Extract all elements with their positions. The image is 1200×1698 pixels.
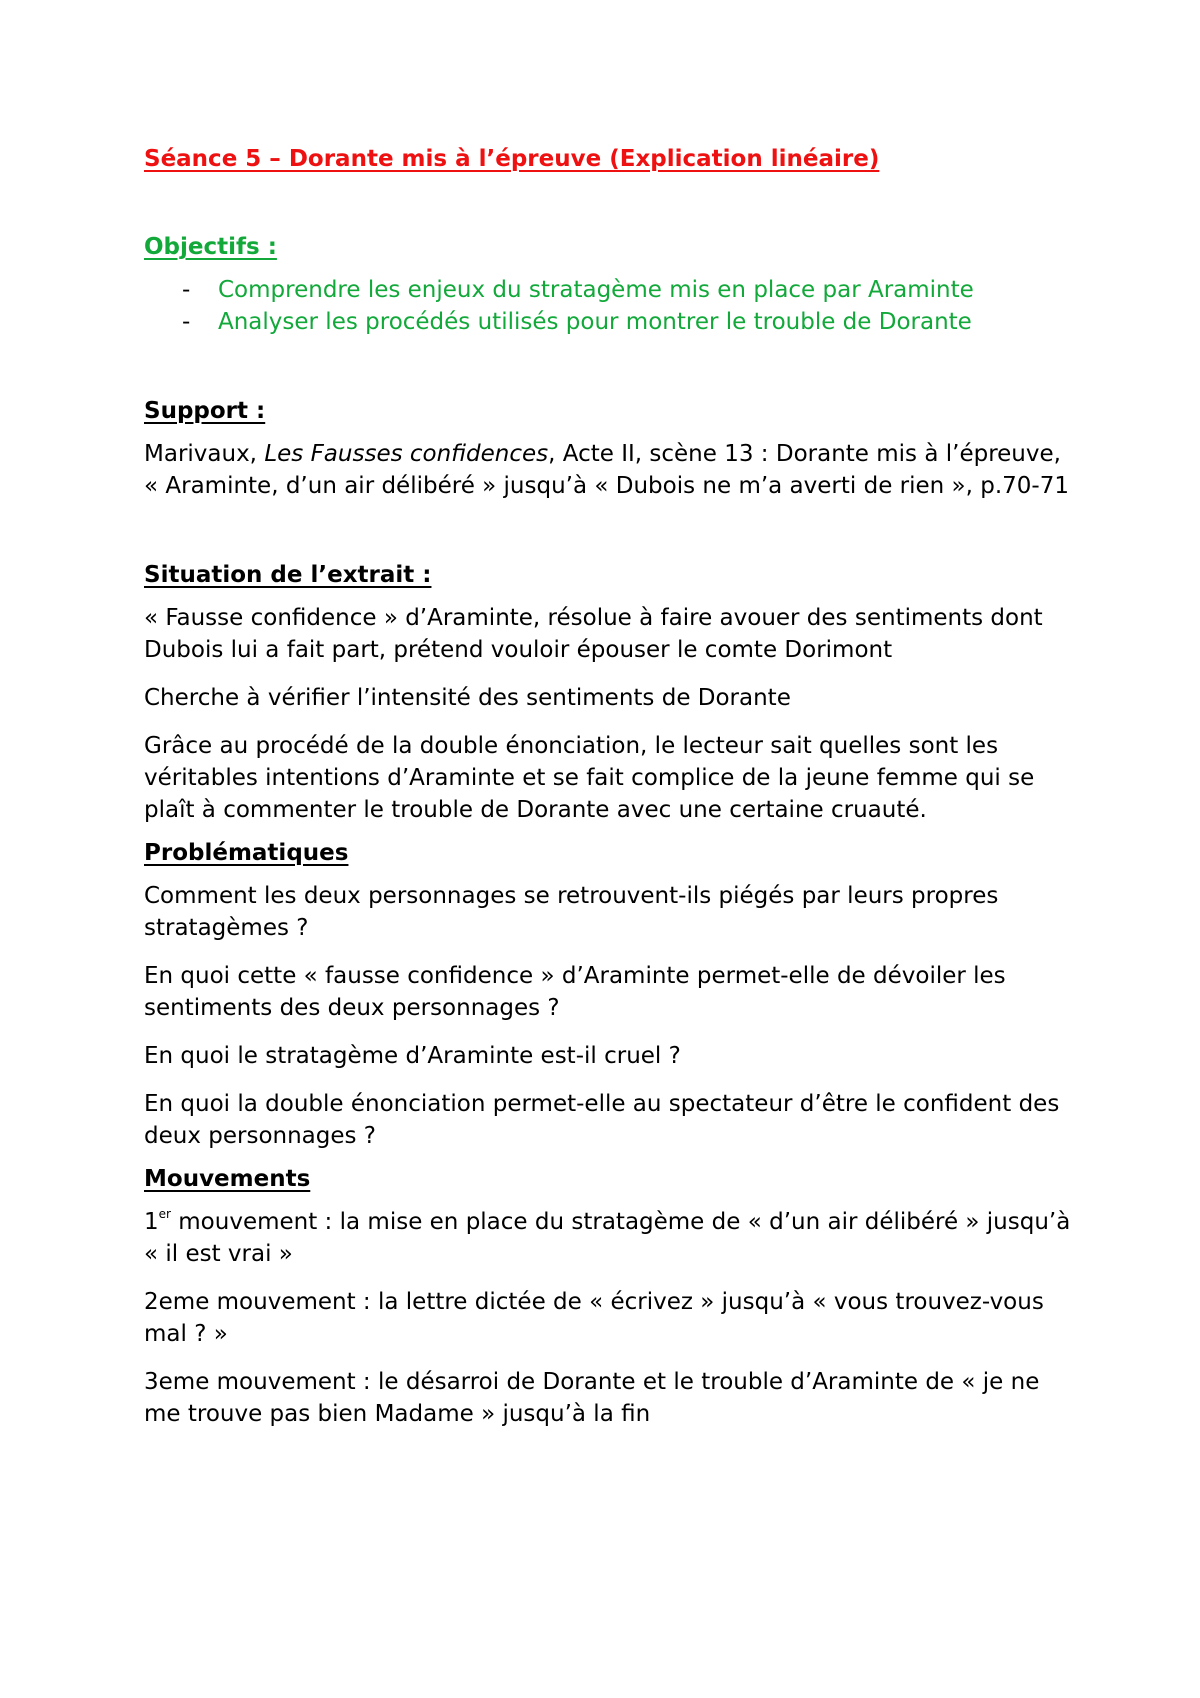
document-content bbox=[144, 142, 1074, 1430]
objectifs-list bbox=[144, 274, 1074, 338]
support-heading: Support : bbox=[144, 398, 266, 424]
objectif-text: Comprendre les enjeux du stratagème mis en place par Araminte bbox=[218, 277, 974, 303]
objectifs-heading: Objectifs : bbox=[144, 234, 277, 260]
situation-heading: Situation de l’extrait : bbox=[144, 562, 432, 588]
bullet-dash: - bbox=[182, 277, 191, 303]
problematiques-heading: Problématiques bbox=[144, 840, 349, 866]
mouvements-heading: Mouvements bbox=[144, 1166, 311, 1192]
bullet-dash: - bbox=[182, 309, 191, 335]
mouvement-number: 1 bbox=[144, 1209, 159, 1235]
support-author: Marivaux, bbox=[144, 441, 265, 467]
mouvement-text: mouvement : la mise en place du stratagème de « d’un air délibéré » jusqu’à « il est vrai » bbox=[144, 1209, 1071, 1267]
problematique-paragraph: Comment les deux personnages se retrouvent-ils piégés par leurs propres stratagèmes ? bbox=[144, 883, 999, 941]
mouvement-paragraph: 2eme mouvement : la lettre dictée de « écrivez » jusqu’à « vous trouvez-vous mal ? » bbox=[144, 1289, 1044, 1347]
list-item bbox=[144, 274, 1074, 306]
objectif-text: Analyser les procédés utilisés pour montrer le trouble de Dorante bbox=[218, 309, 972, 335]
mouvement-paragraph bbox=[144, 1206, 1074, 1270]
mouvement-paragraph: 3eme mouvement : le désarroi de Dorante et le trouble d’Araminte de « je ne me trouve pas bien Madame » jusqu’à la fin bbox=[144, 1369, 1040, 1427]
problematique-paragraph: En quoi le stratagème d’Araminte est-il cruel ? bbox=[144, 1043, 681, 1069]
support-work-title: Les Fausses confidences bbox=[264, 441, 549, 467]
situation-paragraph: Grâce au procédé de la double énonciation, le lecteur sait quelles sont les véritables intentions d’Araminte et se fait complice de la jeune femme qui se plaît à commenter le trouble de Dorante avec une certaine cruauté. bbox=[144, 733, 1035, 823]
ordinal-suffix: er bbox=[158, 1207, 171, 1222]
support-paragraph bbox=[144, 438, 1074, 502]
page-title: Séance 5 – Dorante mis à l’épreuve (Explication linéaire) bbox=[144, 146, 880, 172]
problematique-paragraph: En quoi la double énonciation permet-elle au spectateur d’être le confident des deux personnages ? bbox=[144, 1091, 1060, 1149]
situation-paragraph: Cherche à vérifier l’intensité des sentiments de Dorante bbox=[144, 685, 791, 711]
list-item bbox=[144, 306, 1074, 338]
situation-paragraph: « Fausse confidence » d’Araminte, résolue à faire avouer des sentiments dont Dubois lui a fait part, prétend vouloir épouser le comte Dorimont bbox=[144, 605, 1043, 663]
problematique-paragraph: En quoi cette « fausse confidence » d’Araminte permet-elle de dévoiler les sentiments des deux personnages ? bbox=[144, 963, 1006, 1021]
support-details: , Acte II, scène 13 : Dorante mis à l’épreuve, « Araminte, d’un air délibéré » jusqu’à « Dubois ne m’a averti de rien », p.70-71 bbox=[144, 441, 1069, 499]
